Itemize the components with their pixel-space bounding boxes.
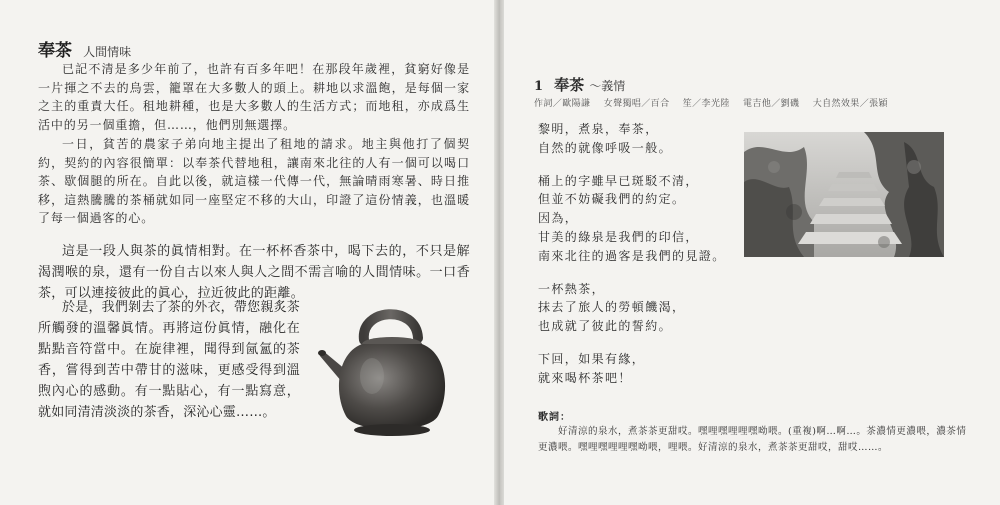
poem-line: 也成就了彼此的誓約。 xyxy=(538,319,673,334)
credit-sheng: 笙／李光陸 xyxy=(682,99,730,109)
essay-paragraph: 一日，貧苦的農家子弟向地主提出了租地的請求。地主與他打了個契約，契約的內容很簡單：以奉茶代替地租，讓南來北往的人有一個可以喝口茶、歇個腿的所在。自此以後，就這樣一代傳一代，無論晴雨寒暑、時日推移，這熱騰騰的茶桶就如同一座堅定不移的大山，印證了這份情義，也溫暖了每一個過客的心。 xyxy=(38,137,470,226)
credit-guitar: 電吉他／劉磯 xyxy=(743,99,800,109)
poem-stanza xyxy=(538,120,778,158)
track-subtitle: ～義情 xyxy=(589,79,626,93)
credit-nature-fx: 大自然效果／張穎 xyxy=(812,99,888,109)
track-number: 1 xyxy=(534,79,544,94)
track-title: 奉茶 xyxy=(554,76,585,94)
essay-paragraph: 已記不清是多少年前了，也許有百多年吧！在那段年歲裡，貧窮好像是一片揮之不去的烏雲，籠罩在大多數人的頭上。耕地以求溫飽，是每個一家之主的重責大任。租地耕種，也是大多數人的生活方式；而地租，亦成爲生活中的另一個重擔，但……，他們別無選擇。 xyxy=(38,62,470,132)
track-heading xyxy=(534,74,625,95)
poem-line: 桶上的字雖早已斑駁不清， xyxy=(538,173,699,188)
essay-subtitle: 人間情味 xyxy=(83,45,132,59)
credit-vocal: 女聲獨唱／百合 xyxy=(603,99,670,109)
poem-line: 南來北往的過客是我們的見證。 xyxy=(538,248,726,263)
poem-line: 自然的就像呼吸一般。 xyxy=(538,140,673,155)
lyrics-label: 歌詞： xyxy=(538,412,571,423)
left-page xyxy=(0,0,496,505)
poem-line: 下回，如果有緣， xyxy=(538,351,646,366)
teapot-image xyxy=(316,298,456,440)
poem-stanza xyxy=(538,172,778,266)
poem xyxy=(538,120,778,402)
poem-line: 抹去了旅人的勞頓饑渴， xyxy=(538,300,686,315)
essay-title: 奉茶 xyxy=(38,41,72,61)
garden-steps-image xyxy=(744,132,944,257)
poem-stanza xyxy=(538,350,778,388)
track-credits xyxy=(534,96,984,109)
credit-lyricist: 作詞／歐陽謙 xyxy=(534,99,591,109)
poem-line: 一杯熱茶， xyxy=(538,281,606,296)
poem-line: 因為， xyxy=(538,211,579,226)
poem-line: 就來喝杯茶吧！ xyxy=(538,370,632,385)
essay-paragraph: 於是，我們剝去了茶的外衣，帶您親炙茶所觸發的溫馨眞情。再將這份眞情，融化在點點音符當中。在旋律裡，聞得到氤氳的茶香，嘗得到苦中帶甘的滋味，更感受得到溫煦內心的感動。有一點貼心，有一點寫意，就如同清清淡淡的茶香，深沁心靈……。 xyxy=(38,300,300,420)
lyrics-text: 好清涼的泉水，煮茶茶更甜哎。嘿哩嘿哩哩嘿呦喂。(重複)啊…啊…。茶濃情更濃喂，濃茶情更濃喂。嘿哩嘿哩哩嘿呦喂，哩喂。好清涼的泉水，煮茶茶更甜哎，甜哎……。 xyxy=(538,426,967,453)
essay-heading xyxy=(38,36,131,61)
essay-paragraph: 這是一段人與茶的眞情相對。在一杯杯香茶中，喝下去的，不只是解渴潤喉的泉，還有一份自古以來人與人之間不需言喻的人間情味。一口香茶，可以連接彼此的眞心，拉近彼此的距離。 xyxy=(38,244,470,301)
poem-stanza xyxy=(538,280,778,336)
poem-line: 甘美的綠泉是我們的印信， xyxy=(538,229,699,244)
poem-line: 但並不妨礙我們的約定。 xyxy=(538,192,686,207)
poem-line: 黎明，煮泉，奉茶， xyxy=(538,122,659,136)
right-page xyxy=(504,0,1000,505)
